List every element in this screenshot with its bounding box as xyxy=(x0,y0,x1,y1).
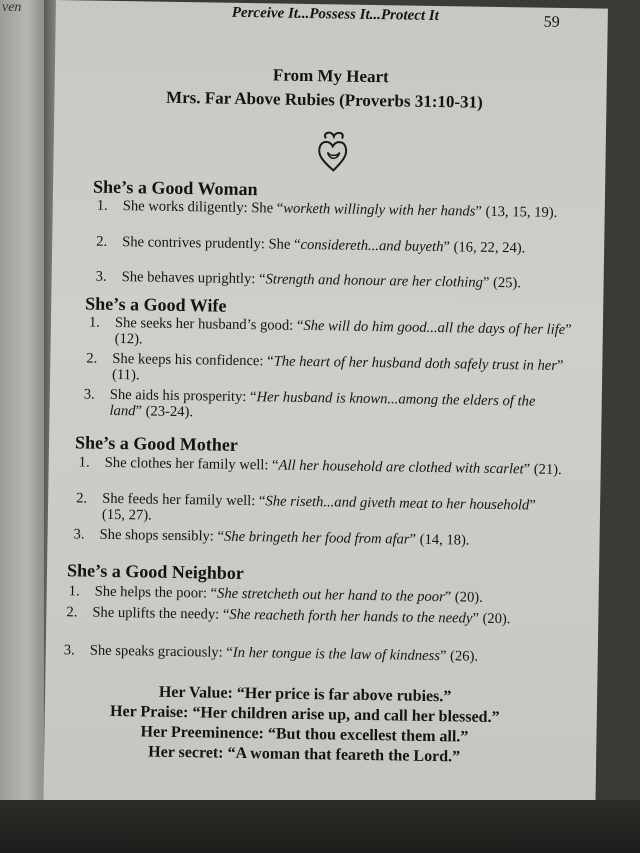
list-item: 1. She works diligently: She “worketh willingly with her hands” (13, 15, 19). xyxy=(96,197,558,221)
list-item: 1. She clothes her family well: “All her household are clothed with scarlet” (21). xyxy=(78,454,562,479)
section-title-good-woman: She’s a Good Woman xyxy=(92,176,258,200)
list-item: 2. She feeds her family well: “She riseth...and giveth meat to her household” (15, 27). xyxy=(76,490,536,524)
section-title-good-neighbor: She’s a Good Neighbor xyxy=(66,560,245,584)
list-item: 3. She speaks graciously: “In her tongue is the law of kindness” (26). xyxy=(63,642,479,665)
section-title-good-wife: She’s a Good Wife xyxy=(85,293,227,316)
list-item: 2. She uplifts the needy: “She reacheth forth her hands to the needy” (20). xyxy=(66,604,511,628)
list-item: 1. She helps the poor: “She stretcheth out her hand to the poor” (20). xyxy=(68,583,483,606)
table-surface xyxy=(0,800,640,853)
page-title: From My Heart xyxy=(272,65,389,87)
facing-page-text: ven xyxy=(2,0,22,15)
section-title-good-mother: She’s a Good Mother xyxy=(74,432,239,455)
closing-line-value: Her Value: “Her price is far above rubies.” xyxy=(158,683,452,706)
list-item: 1. She seeks her husband’s good: “She will do him good...all the days of her life” (12). xyxy=(88,314,572,348)
closing-line-preeminence: Her Preeminence: “But thou excellest them all.” xyxy=(140,723,469,746)
heart-flourish-icon xyxy=(311,130,356,175)
closing-line-praise: Her Praise: “Her children arise up, and call her blessed.” xyxy=(109,702,500,727)
list-item: 3. She behaves uprightly: “Strength and honour are her clothing” (25). xyxy=(95,268,522,292)
list-item: 3. She shops sensibly: “She bringeth her food from afar” (14, 18). xyxy=(73,526,470,549)
list-item: 2. She contrives prudently: She “considereth...and buyeth” (16, 22, 24). xyxy=(96,233,526,257)
page-subtitle: Mrs. Far Above Rubies (Proverbs 31:10-31) xyxy=(165,87,483,112)
running-head: Perceive It...Possess It...Protect It xyxy=(231,4,439,25)
list-item: 3. She aids his prosperity: “Her husband is known...among the elders of the land” (23-24). xyxy=(83,386,536,421)
closing-line-secret: Her secret: “A woman that feareth the Lord.” xyxy=(148,743,461,766)
book-page xyxy=(43,0,608,817)
list-item: 2. She keeps his confidence: “The heart of her husband doth safely trust in her” (11). xyxy=(86,350,564,384)
page-number: 59 xyxy=(543,13,560,31)
